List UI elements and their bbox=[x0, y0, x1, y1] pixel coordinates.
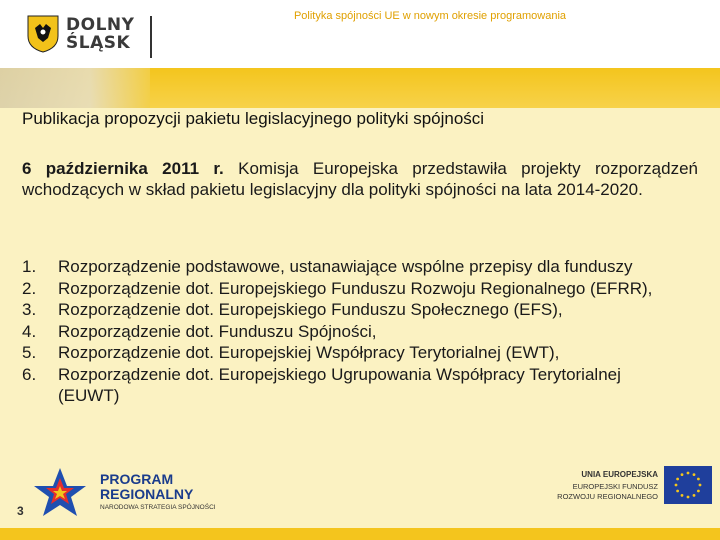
list-item-text: Rozporządzenie dot. Funduszu Spójności, bbox=[58, 321, 377, 341]
list-item-number: 6. bbox=[22, 364, 37, 384]
logo-divider bbox=[150, 16, 152, 58]
program-regionalny-star-icon bbox=[30, 464, 90, 520]
eu-line-1: UNIA EUROPEJSKA bbox=[581, 470, 658, 479]
band-photo bbox=[0, 68, 150, 108]
dolny-slask-crest-icon bbox=[26, 14, 60, 54]
slide-heading: Publikacja propozycji pakietu legislacyjnego polityki spójności bbox=[22, 109, 485, 128]
list-item-text: Rozporządzenie dot. Europejskiego Funduszu Społecznego (EFS), bbox=[58, 300, 563, 319]
top-title: Polityka spójności UE w nowym okresie programowania bbox=[293, 10, 567, 22]
eu-flag-icon bbox=[664, 466, 712, 504]
program-line-1: PROGRAM bbox=[100, 471, 174, 487]
program-line-2: REGIONALNY bbox=[100, 486, 194, 502]
header bbox=[0, 0, 720, 68]
eu-text bbox=[548, 470, 658, 501]
regulation-list bbox=[22, 256, 682, 407]
list-item-number: 3. bbox=[22, 300, 37, 319]
bottom-bar bbox=[0, 528, 720, 540]
list-item-text: Rozporządzenie dot. Europejskiego Ugrupowania Współpracy Terytorialnej (EUWT) bbox=[58, 364, 621, 405]
list-item-number: 5. bbox=[22, 343, 37, 362]
logo-line-2: ŚLĄSK bbox=[66, 33, 131, 53]
program-title bbox=[100, 472, 193, 502]
list-item-number: 1. bbox=[22, 257, 37, 276]
logo-text bbox=[66, 16, 136, 52]
program-subtitle: NARODOWA STRATEGIA SPÓJNOŚCI bbox=[100, 504, 216, 511]
eu-line-3: ROZWOJU REGIONALNEGO bbox=[557, 492, 658, 501]
list-item bbox=[22, 321, 682, 343]
list-item-text: Rozporządzenie podstawowe, ustanawiające wspólne przepisy dla funduszy bbox=[58, 257, 633, 276]
intro-paragraph bbox=[22, 158, 698, 200]
list-item-text: Rozporządzenie dot. Europejskiej Współpracy Terytorialnej (EWT), bbox=[58, 343, 560, 362]
intro-text: Komisja Europejska przedstawiła projekty rozporządzeń wchodzących w skład pakietu legislacyjny dla polityki spójności na lata 2014-2020. bbox=[22, 159, 698, 199]
eu-line-2: EUROPEJSKI FUNDUSZ bbox=[572, 482, 658, 491]
page-number: 3 bbox=[17, 504, 24, 518]
list-item-text: Rozporządzenie dot. Europejskiego Funduszu Rozwoju Regionalnego (EFRR), bbox=[58, 278, 653, 298]
logo-line-1: DOLNY bbox=[66, 15, 135, 35]
list-item bbox=[22, 364, 682, 407]
list-item-number: 4. bbox=[22, 321, 37, 341]
dolny-slask-logo bbox=[26, 14, 156, 60]
eu-logo-block bbox=[548, 466, 708, 516]
program-regionalny-logo bbox=[30, 464, 216, 520]
list-item bbox=[22, 256, 682, 278]
list-item-number: 2. bbox=[22, 278, 37, 298]
list-item bbox=[22, 278, 682, 300]
list-item bbox=[22, 299, 682, 321]
intro-date: 6 października 2011 r. bbox=[22, 159, 224, 178]
list-item bbox=[22, 342, 682, 364]
